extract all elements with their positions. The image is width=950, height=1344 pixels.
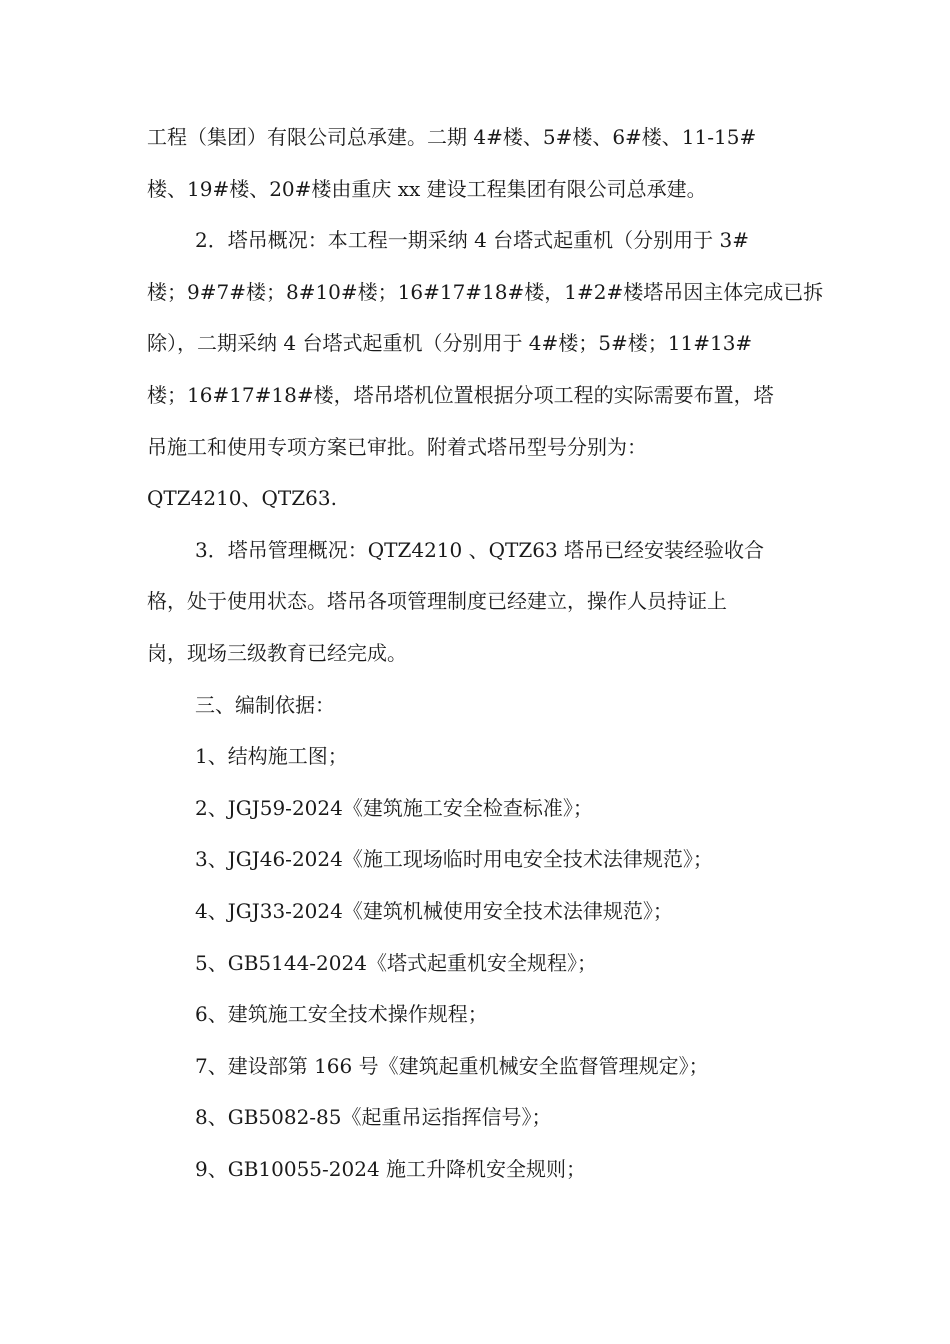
section-heading: 三、编制依据：	[195, 692, 335, 717]
text-line: 3．塔吊管理概况：QTZ4210 、QTZ63 塔吊已经安装经验收合	[195, 537, 765, 562]
text-line: 2．塔吊概况：本工程一期采纳 4 台塔式起重机（分别用于 3#	[195, 228, 750, 253]
text-line: 工程（集团）有限公司总承建。二期 4#楼、5#楼、6#楼、11-15#	[147, 125, 757, 149]
reference-item: 2、JGJ59-2024《建筑施工安全检查标准》；	[195, 795, 593, 820]
reference-item: 7、建设部第 166 号《建筑起重机械安全监督管理规定》；	[195, 1053, 709, 1078]
text-line: 吊施工和使用专项方案已审批。附着式塔吊型号分别为：	[147, 434, 647, 459]
document-body	[147, 112, 824, 1195]
text-line: 除），二期采纳 4 台塔式起重机（分别用于 4#楼；5#楼；11#13#	[147, 331, 753, 356]
reference-item: 1、结构施工图；	[195, 744, 348, 769]
reference-item: 3、JGJ46-2024《施工现场临时用电安全技术法律规范》；	[195, 847, 713, 872]
text-line: 楼、19#楼、20#楼由重庆 xx 建设工程集团有限公司总承建。	[147, 176, 707, 201]
reference-item: 6、建筑施工安全技术操作规程；	[195, 1002, 488, 1027]
text-line: 楼；16#17#18#楼，塔吊塔机位置根据分项工程的实际需要布置，塔	[147, 382, 774, 407]
reference-item: 8、GB5082-85《起重吊运指挥信号》；	[195, 1105, 552, 1130]
reference-item: 5、GB5144-2024《塔式起重机安全规程》；	[195, 950, 597, 975]
text-line: QTZ4210、QTZ63.	[147, 486, 337, 511]
text-line: 岗，现场三级教育已经完成。	[147, 640, 407, 665]
text-line: 楼；9#7#楼；8#10#楼；16#17#18#楼，1#2#楼塔吊因主体完成已拆	[147, 279, 824, 304]
reference-item: 9、GB10055-2024 施工升降机安全规则；	[195, 1156, 587, 1181]
reference-item: 4、JGJ33-2024《建筑机械使用安全技术法律规范》；	[195, 898, 673, 923]
text-line: 格，处于使用状态。塔吊各项管理制度已经建立，操作人员持证上	[147, 589, 727, 614]
